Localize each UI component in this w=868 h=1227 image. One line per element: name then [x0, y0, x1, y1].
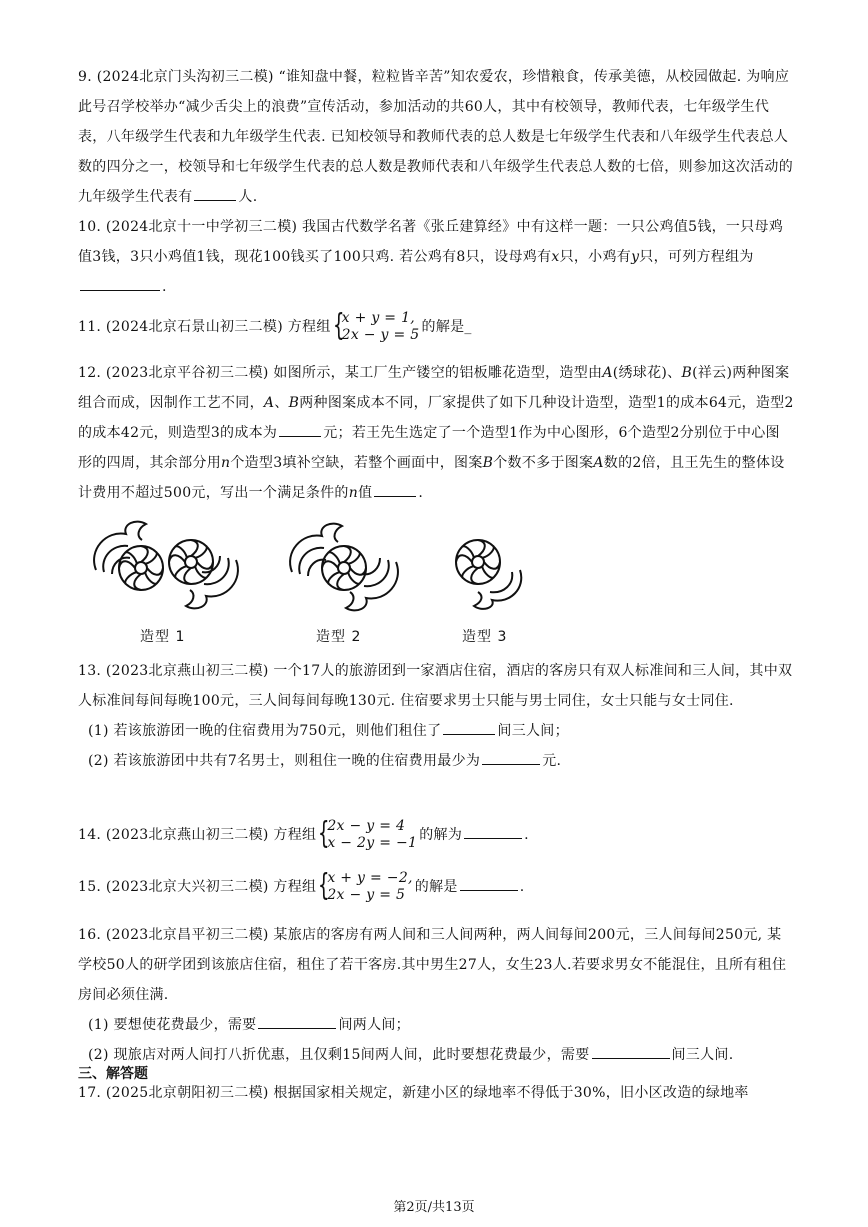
- problem-12: [78, 358, 794, 508]
- answer-blank[interactable]: [80, 276, 160, 291]
- problem-16-q1-tail: 间两人间；: [338, 1017, 410, 1033]
- variable-x: x: [551, 249, 560, 265]
- answer-blank[interactable]: [592, 1044, 670, 1059]
- problem-9-tail: 人.: [238, 189, 258, 205]
- problem-9-text: 9. (2024北京门头沟初三二模) “谁知盘中餐，粒粒皆辛苦”知农爱农，珍惜粮食，传承美德，从校园做起. 为响应此号召学校举办“减少舌尖上的浪费”宣传活动，参加活动的共60人，其中有校领导，教师代表，七年级学生代表，八年级学生代表和九年级学生代表. 已知校领导和教师代表的总人数是七年级学生代表和八年级学生代表总人数的四分之一，校领导和七年级学生代表的总人数是教师代表和八年级学生代表总人数的七倍，则参加这次活动的九年级学生代表有: [78, 69, 793, 205]
- problem-15: [78, 870, 794, 904]
- problem-14-end: .: [524, 827, 529, 843]
- problem-11: [78, 310, 794, 344]
- problem-10-mid: 只，小鸡有: [559, 249, 632, 265]
- figure-1-label: 造型 1: [140, 629, 186, 645]
- problem-13: [78, 656, 794, 776]
- problem-16-q2: (2) 现旅店对两人间打八折优惠，且仅剩15间两人间，此时要想花费最少，需要: [88, 1047, 590, 1063]
- problem-13-q1-tail: 间三人间；: [497, 723, 569, 739]
- problem-10: [78, 212, 794, 302]
- problem-11-suffix: 的解是_: [421, 319, 472, 335]
- pattern-b: B: [288, 395, 300, 411]
- pattern-a: A: [602, 365, 613, 381]
- problem-13-q1: (1) 若该旅游团一晚的住宿费用为750元，则他们租住了: [88, 723, 442, 739]
- figure-3-design: [438, 510, 528, 620]
- problem-12-t3: (祥云)两种图案组合而成，因制作工艺不同，: [78, 365, 790, 411]
- problem-12-t7: 个造型3填补空缺，若整个画面中，图案: [230, 455, 483, 471]
- equation-system: [318, 818, 417, 852]
- problem-12-t6: 元；若王先生选定了一个造型1作为中心图形，6个造型2分别位于中心图形的四周，其余部分用: [78, 425, 780, 471]
- problem-14-suffix: 的解为: [419, 827, 463, 843]
- answer-blank[interactable]: [194, 186, 236, 201]
- equation-1: x + y = −2,: [327, 870, 413, 886]
- problem-15-suffix: 的解是: [414, 879, 458, 895]
- problem-13-text: 13. (2023北京燕山初三二模) 一个17人的旅游团到一家酒店住宿，酒店的客房只有双人标准间和三人间，其中双人标准间每间每晚100元，三人间每间每晚130元. 住宿要求男士只能与男士同住，女士只能与女士同住.: [78, 663, 793, 709]
- variable-y: y: [631, 249, 640, 265]
- equation-1: x + y = 1,: [341, 310, 416, 326]
- page-number: 第2页/共13页: [393, 1200, 475, 1215]
- answer-blank[interactable]: [443, 720, 495, 735]
- problem-9: [78, 62, 794, 212]
- answer-blank[interactable]: [279, 422, 321, 437]
- equation-1: 2x − y = 4: [327, 818, 406, 834]
- problem-10-text: 10. (2024北京十一中学初三二模) 我国古代数学名著《张丘建算经》中有这样一题：一只公鸡值5钱，一只母鸡值3钱，3只小鸡值1钱，现花100钱买了100只鸡. 若公鸡有8只，设母鸡有: [78, 219, 784, 265]
- problem-16-q1: (1) 要想使花费最少，需要: [88, 1017, 257, 1033]
- problem-13-q2-tail: 元.: [542, 753, 562, 769]
- pattern-b: B: [681, 365, 693, 381]
- equation-2: 2x − y = 5: [327, 887, 406, 903]
- problem-12-t2: (绣球花)、: [612, 365, 682, 381]
- figure-1-design: [86, 510, 246, 620]
- equation-system: [333, 310, 420, 344]
- answer-blank[interactable]: [374, 482, 416, 497]
- problem-14: [78, 818, 794, 852]
- problem-10-tail: 只，可列方程组为: [639, 249, 754, 265]
- problem-12-t4: 、: [274, 395, 289, 411]
- problem-13-q2: (2) 若该旅游团中共有7名男士，则租住一晚的住宿费用最少为: [88, 753, 481, 769]
- problem-12-text: 12. (2023北京平谷初三二模) 如图所示，某工厂生产镂空的铝板雕花造型，造型由: [78, 365, 603, 381]
- pattern-a: A: [263, 395, 275, 411]
- answer-blank[interactable]: [258, 1014, 336, 1029]
- problem-10-end: .: [162, 279, 167, 295]
- figure-2-design: [284, 510, 404, 620]
- figure-row: [78, 510, 794, 650]
- answer-blank[interactable]: [464, 824, 522, 839]
- problem-12-t9: 数的2倍，且王先生的整体设计费用不超过500元，写出一个满足条件的: [78, 455, 785, 501]
- problem-17: [78, 1078, 794, 1108]
- equation-2: 2x − y = 5: [341, 327, 420, 343]
- problem-12-end: .: [418, 485, 424, 501]
- brace-icon: {: [332, 308, 345, 343]
- problem-15-end: .: [519, 879, 525, 895]
- brace-icon: {: [318, 868, 330, 903]
- figure-2-label: 造型 2: [316, 629, 362, 645]
- problem-16-text: 16. (2023北京昌平初三二模) 某旅店的客房有两人间和三人间两种，两人间每间200元，三人间每间250元, 某学校50人的研学团到该旅店住宿，租住了若干客房.其中男生27人，女生23人.若要求男女不能混住，且所有租住房间必须住满.: [78, 927, 787, 1003]
- brace-icon: {: [318, 816, 330, 851]
- section-heading: 三、解答题: [78, 1066, 148, 1082]
- pattern-b: B: [482, 455, 494, 471]
- problem-12-t10: 值: [358, 485, 373, 501]
- answer-blank[interactable]: [482, 750, 540, 765]
- problem-17-text: 17. (2025北京朝阳初三二模) 根据国家相关规定，新建小区的绿地率不得低于30%，旧小区改造的绿地率: [78, 1085, 749, 1101]
- figure-3-label: 造型 3: [462, 629, 508, 645]
- problem-14-prefix: 14. (2023北京燕山初三二模) 方程组: [78, 827, 317, 843]
- problem-12-t8: 个数不多于图案: [493, 455, 594, 471]
- problem-16: [78, 920, 794, 1070]
- variable-n: n: [221, 455, 231, 471]
- problem-12-t5: 两种图案成本不同，厂家提供了如下几种设计造型，造型1的成本64元，造型2的成本42元，则造型3的成本为: [78, 395, 794, 441]
- answer-blank[interactable]: [460, 876, 518, 891]
- equation-system: [318, 870, 412, 904]
- variable-n: n: [348, 485, 359, 501]
- pattern-a: A: [593, 455, 604, 471]
- problem-15-prefix: 15. (2023北京大兴初三二模) 方程组: [78, 879, 317, 895]
- equation-2: x − 2y = −1: [327, 835, 418, 851]
- problem-11-prefix: 11. (2024北京石景山初三二模) 方程组: [78, 319, 331, 335]
- problem-16-q2-tail: 间三人间.: [671, 1047, 734, 1063]
